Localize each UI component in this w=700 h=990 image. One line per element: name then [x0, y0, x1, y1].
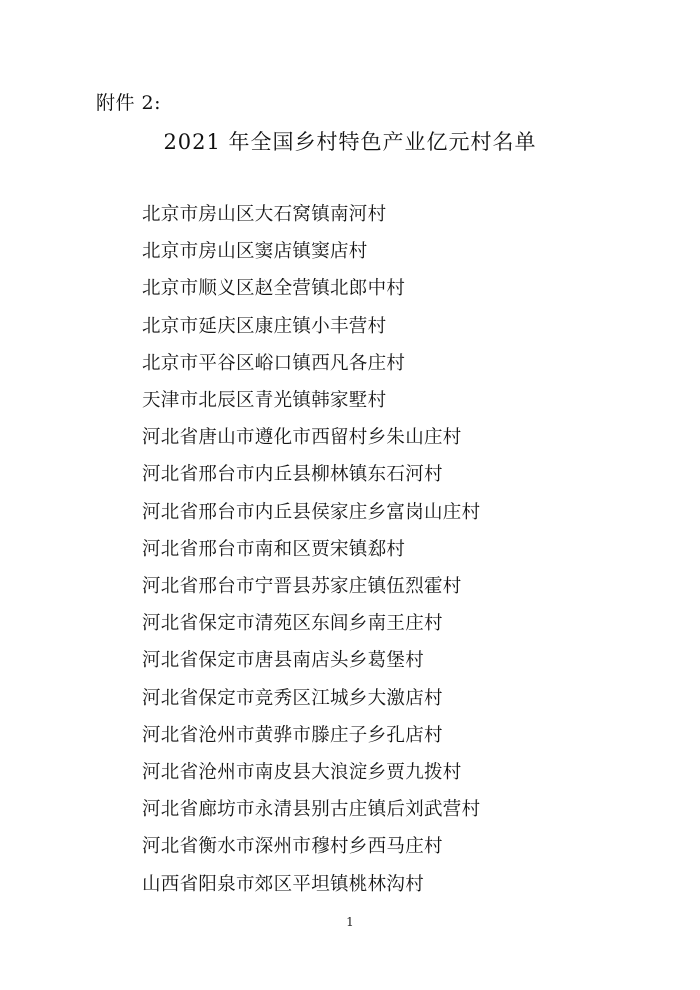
- list-item: 河北省唐山市遵化市西留村乡朱山庄村: [142, 427, 462, 449]
- list-item: 河北省沧州市黄骅市滕庄子乡孔店村: [142, 724, 443, 746]
- list-item: 山西省阳泉市郊区平坦镇桃林沟村: [142, 873, 425, 895]
- list-item: 河北省邢台市宁晋县苏家庄镇伍烈霍村: [142, 576, 462, 598]
- list-item: 北京市平谷区峪口镇西凡各庄村: [142, 352, 406, 374]
- village-name-list: [142, 196, 642, 903]
- list-item: 河北省衡水市深州市穆村乡西马庄村: [142, 836, 443, 858]
- list-item: 河北省邢台市内丘县柳林镇东石河村: [142, 464, 443, 486]
- page-title: 2021 年全国乡村特色产业亿元村名单: [163, 130, 537, 154]
- list-item: 河北省沧州市南皮县大浪淀乡贾九拨村: [142, 762, 462, 784]
- list-item: 天津市北辰区青光镇韩家墅村: [142, 390, 387, 412]
- list-item: 北京市房山区大石窝镇南河村: [142, 204, 387, 225]
- list-item: 河北省保定市清苑区东闾乡南王庄村: [142, 613, 443, 635]
- page-number: 1: [346, 915, 354, 929]
- list-item: 河北省邢台市内丘县侯家庄乡富岗山庄村: [142, 501, 481, 523]
- list-item: 河北省邢台市南和区贾宋镇郄村: [142, 538, 406, 560]
- list-item: 北京市延庆区康庄镇小丰营村: [142, 315, 387, 337]
- list-item: 北京市顺义区赵全营镇北郎中村: [142, 278, 406, 300]
- list-item: 河北省廊坊市永清县别古庄镇后刘武营村: [142, 799, 481, 821]
- list-item: 河北省保定市竞秀区江城乡大激店村: [142, 687, 443, 709]
- list-item: 河北省保定市唐县南店头乡葛堡村: [142, 650, 425, 672]
- attachment-label: 附件 2:: [96, 92, 162, 114]
- list-item: 北京市房山区窦店镇窦店村: [142, 241, 368, 263]
